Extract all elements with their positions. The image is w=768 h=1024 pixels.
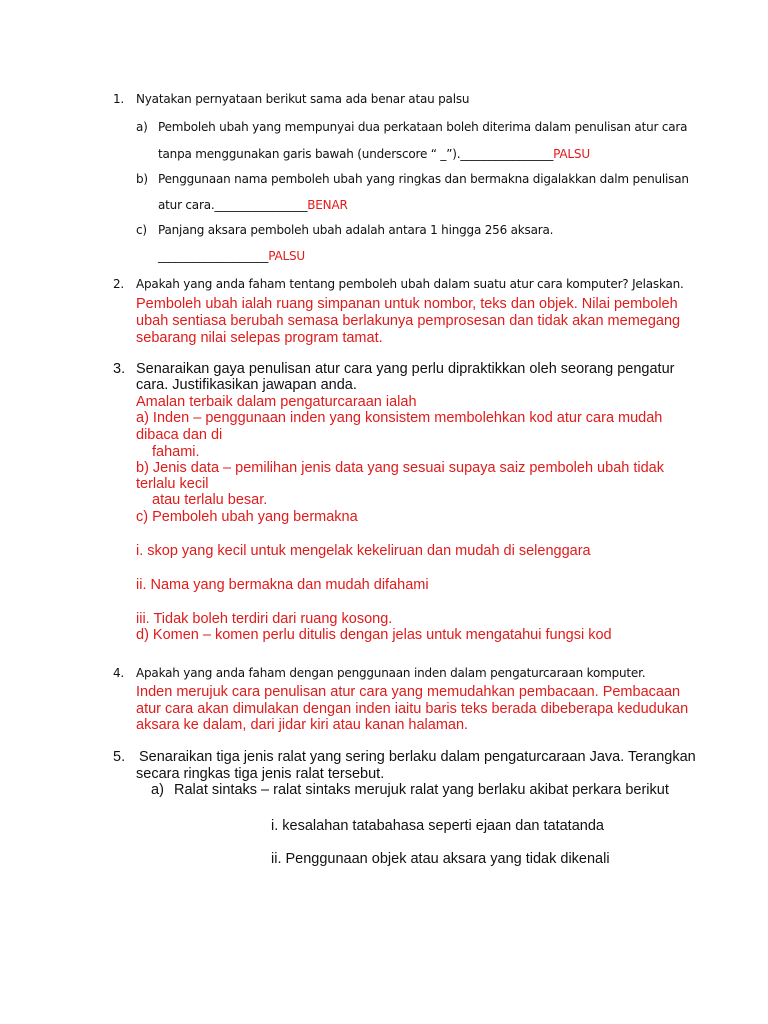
q4-answer-line1: Inden merujuk cara penulisan atur cara yang memudahkan pembacaan. Pembacaan <box>136 684 681 700</box>
q2-answer-line3: sebarang nilai selepas program tamat. <box>136 330 383 346</box>
q3-answer-cii: ii. Nama yang bermakna dan mudah difahami <box>136 577 429 593</box>
q5-text-line2: secara ringkas tiga jenis ralat tersebut. <box>136 766 385 782</box>
q5a-item-ii: ii. Penggunaan objek atau aksara yang tidak dikenali <box>271 851 610 867</box>
q3-answer-intro: Amalan terbaik dalam pengaturcaraan ialah <box>136 394 417 410</box>
q1c-line2 <box>158 249 305 263</box>
q3-text-line2: cara. Justifikasikan jawapan anda. <box>136 377 357 393</box>
q3-answer-d1: d) Komen – komen perlu ditulis dengan jelas untuk mengatahui fungsi kod <box>136 627 612 643</box>
q1b-line1: Penggunaan nama pemboleh ubah yang ringkas dan bermakna digalakkan dalm penulisan <box>158 172 689 186</box>
q1a-line2-text: tanpa menggunakan garis bawah (underscore “ _”).________________ <box>158 147 554 161</box>
q1c-answer: PALSU <box>268 249 305 263</box>
q5-text-line1: Senaraikan tiga jenis ralat yang sering berlaku dalam pengaturcaraan Java. Terangkan <box>139 749 696 765</box>
q1a-label: a) <box>136 120 148 134</box>
q3-text-line1: Senaraikan gaya penulisan atur cara yang perlu dipraktikkan oleh seorang pengatur <box>136 361 675 377</box>
q5a-label: a) <box>151 782 164 798</box>
q5-number: 5. <box>113 749 126 765</box>
q3-answer-a2: dibaca dan di <box>136 427 223 443</box>
q1b-label: b) <box>136 172 148 186</box>
q1c-label: c) <box>136 223 147 237</box>
q1b-line2 <box>158 198 348 212</box>
q1a-line1: Pemboleh ubah yang mempunyai dua perkataan boleh diterima dalam penulisan atur cara <box>158 120 688 134</box>
q3-answer-a3: fahami. <box>152 444 200 460</box>
q1b-answer: BENAR <box>307 198 348 212</box>
q3-answer-b2: terlalu kecil <box>136 476 209 492</box>
q2-text: Apakah yang anda faham tentang pemboleh ubah dalam suatu atur cara komputer? Jelaskan. <box>136 277 684 291</box>
q3-answer-a1: a) Inden – penggunaan inden yang konsistem membolehkan kod atur cara mudah <box>136 410 663 426</box>
q4-answer-line2: atur cara akan dimulakan dengan inden iaitu baris teks berada dibeberapa kedudukan <box>136 701 689 717</box>
q3-answer-ci: i. skop yang kecil untuk mengelak kekeliruan dan mudah di selenggara <box>136 543 591 559</box>
q3-number: 3. <box>113 361 126 377</box>
q1a-line2 <box>158 147 590 161</box>
q3-answer-ciii: iii. Tidak boleh terdiri dari ruang kosong. <box>136 611 393 627</box>
q1c-line2-text: ___________________ <box>158 249 269 263</box>
q1-number: 1. <box>113 92 125 106</box>
q4-answer-line3: aksara ke dalam, dari jidar kiri atau kanan halaman. <box>136 717 469 733</box>
q1c-line1: Panjang aksara pemboleh ubah adalah antara 1 hingga 256 aksara. <box>158 223 554 237</box>
q3-answer-c1: c) Pemboleh ubah yang bermakna <box>136 509 358 525</box>
q5a-item-i: i. kesalahan tatabahasa seperti ejaan dan tatatanda <box>271 818 604 834</box>
q2-number: 2. <box>113 277 125 291</box>
q1-text: Nyatakan pernyataan berikut sama ada benar atau palsu <box>136 92 470 106</box>
q2-answer-line2: ubah sentiasa berubah semasa berlakunya pemprosesan dan tidak akan memegang <box>136 313 681 329</box>
q2-answer-line1: Pemboleh ubah ialah ruang simpanan untuk nombor, teks dan objek. Nilai pemboleh <box>136 296 678 312</box>
q3-answer-b3: atau terlalu besar. <box>152 492 268 508</box>
q3-answer-b1: b) Jenis data – pemilihan jenis data yang sesuai supaya saiz pemboleh ubah tidak <box>136 460 664 476</box>
q5a-text: Ralat sintaks – ralat sintaks merujuk ralat yang berlaku akibat perkara berikut <box>174 782 669 798</box>
q1a-answer: PALSU <box>553 147 590 161</box>
q4-text: Apakah yang anda faham dengan penggunaan inden dalam pengaturcaraan komputer. <box>136 666 646 680</box>
q4-number: 4. <box>113 666 125 680</box>
q1b-line2-text: atur cara.________________ <box>158 198 308 212</box>
